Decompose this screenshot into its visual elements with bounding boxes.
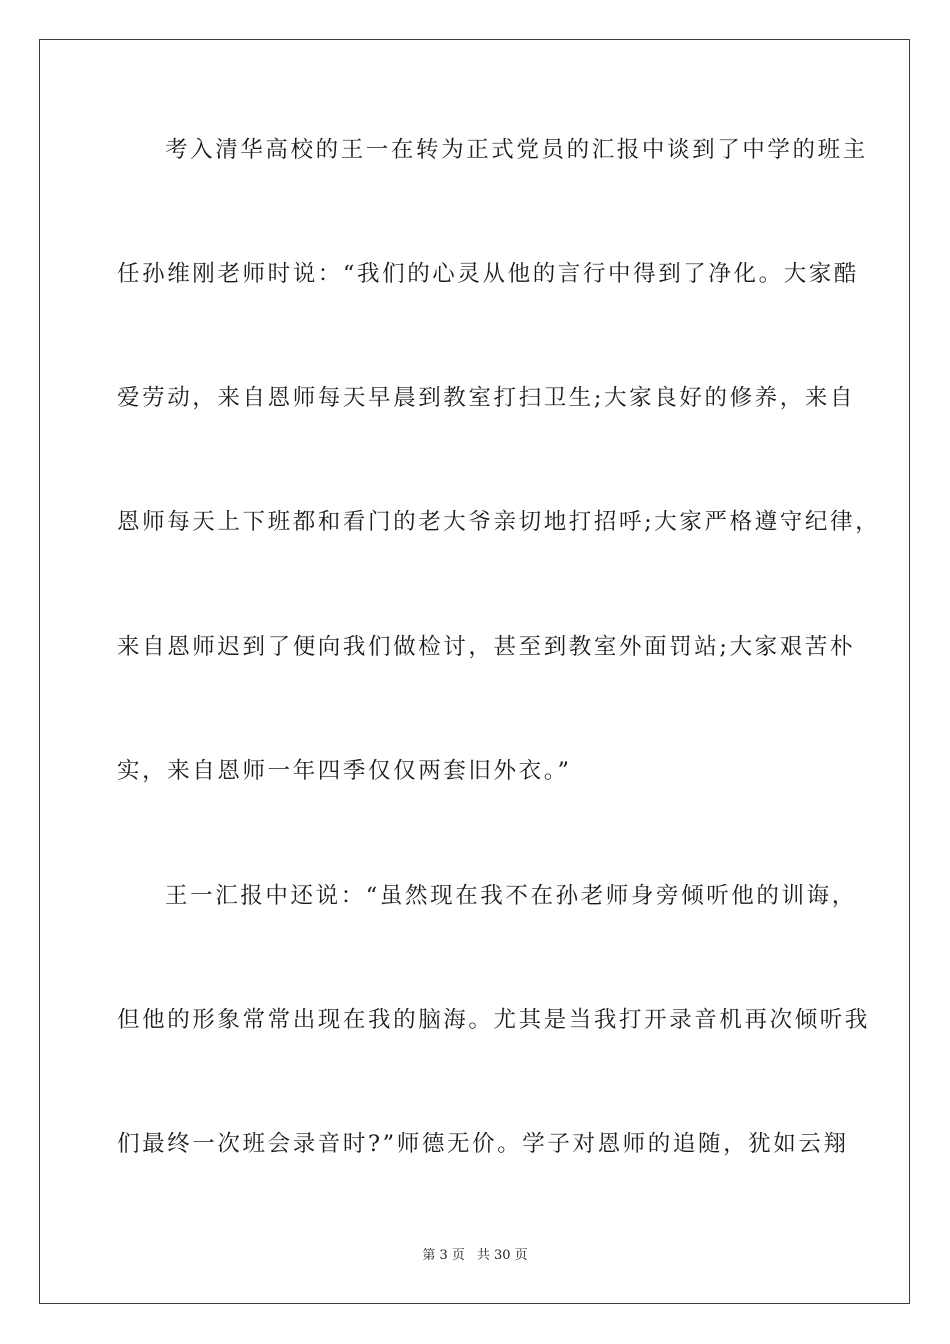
paragraph-1-line-6: 实，来自恩师一年四季仅仅两套旧外衣。” (117, 758, 572, 784)
paragraph-1-line-2: 任孙维刚老师时说：“我们的心灵从他的言行中得到了净化。大家酷 (117, 261, 860, 287)
paragraph-2-line-2: 但他的形象常常出现在我的脑海。尤其是当我打开录音机再次倾听我 (117, 1007, 871, 1033)
paragraph-2-line-3: 们最终一次班会录音时?”师德无价。学子对恩师的追随，犹如云翔 (117, 1131, 849, 1157)
total-pages: 共 30 页 (476, 1248, 528, 1263)
page-footer (0, 1248, 950, 1264)
paragraph-1-line-5: 来自恩师迟到了便向我们做检讨，甚至到教室外面罚站;大家艰苦朴 (117, 634, 856, 660)
paragraph-2-line-1: 王一汇报中还说：“虽然现在我不在孙老师身旁倾听他的训诲， (165, 883, 857, 909)
page-border (39, 39, 910, 1304)
paragraph-1-line-3: 爱劳动，来自恩师每天早晨到教室打扫卫生;大家良好的修养，来自 (117, 385, 856, 411)
paragraph-1-line-1: 考入清华高校的王一在转为正式党员的汇报中谈到了中学的班主 (165, 137, 868, 163)
paragraph-1-line-4: 恩师每天上下班都和看门的老大爷亲切地打招呼;大家严格遵守纪律， (117, 509, 881, 535)
page-number: 第 3 页 (422, 1248, 465, 1263)
